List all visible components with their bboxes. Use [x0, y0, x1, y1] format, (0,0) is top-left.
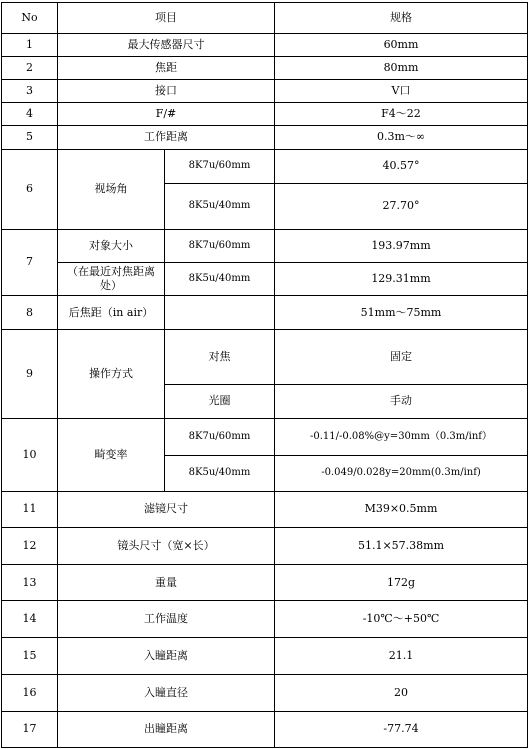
row-no: 2 [2, 57, 58, 80]
row-spec: V口 [275, 80, 528, 103]
row-item: 滤镜尺寸 [58, 491, 275, 527]
row-item: 接口 [58, 80, 275, 103]
row-item: 焦距 [58, 57, 275, 80]
row-subitem: 8K7u/60mm [165, 418, 275, 455]
row-subitem: 光圈 [165, 385, 275, 418]
row-item: 操作方式 [58, 330, 165, 418]
row-spec: -0.049/0.028y=20mm(0.3m/inf) [275, 455, 528, 491]
row-no: 15 [2, 638, 58, 674]
table-row [2, 527, 528, 564]
table-row [2, 491, 528, 527]
table-row [2, 565, 528, 601]
row-spec: -0.11/-0.08%@y=30mm（0.3m/inf） [275, 418, 528, 455]
row-no: 4 [2, 103, 58, 126]
row-subitem: 8K7u/60mm [165, 149, 275, 183]
row-item-note: （在最近对焦距离处） [58, 262, 165, 295]
row-item: 最大传感器尺寸 [58, 34, 275, 57]
table-row [2, 711, 528, 747]
row-no: 5 [2, 126, 58, 149]
row-spec: M39×0.5mm [275, 491, 528, 527]
row-no: 13 [2, 565, 58, 601]
row-spec: 60mm [275, 34, 528, 57]
table-row [2, 418, 528, 455]
row-item: 视场角 [58, 149, 165, 229]
table-row [2, 103, 528, 126]
table-row [2, 80, 528, 103]
table-row [2, 57, 528, 80]
row-spec: 129.31mm [275, 262, 528, 295]
row-subitem: 8K5u/40mm [165, 183, 275, 229]
table-row [2, 638, 528, 674]
row-spec: 172g [275, 565, 528, 601]
row-spec: -10℃～+50℃ [275, 601, 528, 638]
row-no: 14 [2, 601, 58, 638]
row-item: F/# [58, 103, 275, 126]
row-spec: F4～22 [275, 103, 528, 126]
header-no: No [2, 3, 58, 34]
table-row [2, 229, 528, 262]
row-spec: 0.3m～∞ [275, 126, 528, 149]
row-spec: 20 [275, 674, 528, 711]
table-row [2, 149, 528, 183]
row-spec: 27.70° [275, 183, 528, 229]
table-subrow [2, 262, 528, 295]
row-no: 10 [2, 418, 58, 491]
row-no: 6 [2, 149, 58, 229]
row-spec: 51.1×57.38mm [275, 527, 528, 564]
row-no: 9 [2, 330, 58, 418]
table-row [2, 296, 528, 330]
table-row [2, 330, 528, 385]
row-no: 7 [2, 229, 58, 295]
row-item: 工作温度 [58, 601, 275, 638]
row-subitem: 8K5u/40mm [165, 455, 275, 491]
row-item: 畸变率 [58, 418, 165, 491]
row-spec: 固定 [275, 330, 528, 385]
row-item: 对象大小 [58, 229, 165, 262]
row-spec: 手动 [275, 385, 528, 418]
row-item: 镜头尺寸（宽×长） [58, 527, 275, 564]
row-no: 8 [2, 296, 58, 330]
row-no: 1 [2, 34, 58, 57]
row-item: 入瞳直径 [58, 674, 275, 711]
table-row [2, 34, 528, 57]
row-spec: 40.57° [275, 149, 528, 183]
row-subitem: 8K5u/40mm [165, 262, 275, 295]
table-row [2, 601, 528, 638]
row-item: 入瞳距离 [58, 638, 275, 674]
table-row [2, 126, 528, 149]
row-item: 工作距离 [58, 126, 275, 149]
row-no: 12 [2, 527, 58, 564]
row-no: 3 [2, 80, 58, 103]
header-item: 项目 [58, 3, 275, 34]
row-no: 11 [2, 491, 58, 527]
table-row [2, 674, 528, 711]
table-header-row [2, 3, 528, 34]
row-spec: 193.97mm [275, 229, 528, 262]
row-item: 重量 [58, 565, 275, 601]
spec-table [1, 2, 528, 748]
row-empty [165, 296, 275, 330]
row-spec: 80mm [275, 57, 528, 80]
row-subitem: 8K7u/60mm [165, 229, 275, 262]
row-item: 出瞳距离 [58, 711, 275, 747]
row-no: 16 [2, 674, 58, 711]
row-spec: 51mm～75mm [275, 296, 528, 330]
row-no: 17 [2, 711, 58, 747]
header-spec: 规格 [275, 3, 528, 34]
row-subitem: 对焦 [165, 330, 275, 385]
row-spec: -77.74 [275, 711, 528, 747]
row-item: 后焦距（in air） [58, 296, 165, 330]
row-spec: 21.1 [275, 638, 528, 674]
